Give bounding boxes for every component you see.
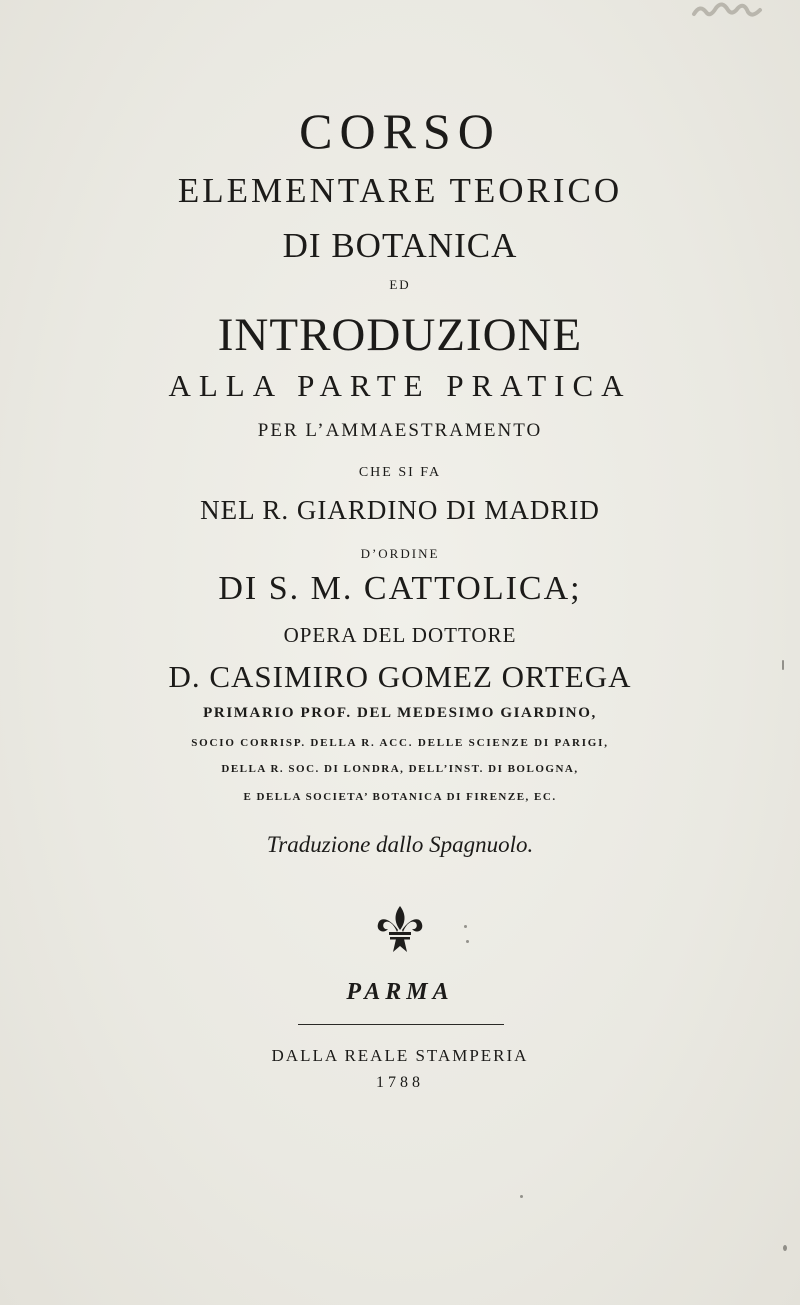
title-introduzione: INTRODUZIONE xyxy=(217,309,583,361)
author-credential-line: SOCIO CORRISP. DELLA R. ACC. DELLE SCIENZE DI PARIGI, xyxy=(191,737,609,749)
conjunction-ed: ED xyxy=(389,277,411,292)
foxing-speck xyxy=(782,660,784,670)
translation-note: Traduzione dallo Spagnuolo. xyxy=(266,832,534,857)
subtitle-d-ordine: D’ORDINE xyxy=(360,546,440,561)
subtitle-per-ammaestramento: PER L’AMMAESTRAMENTO xyxy=(257,420,543,441)
ink-blot-decoration xyxy=(674,0,794,22)
title-di-botanica: DI BOTANICA xyxy=(282,226,518,265)
subtitle-che-si-fa: CHE SI FA xyxy=(358,465,442,480)
imprint-rule xyxy=(298,1024,504,1025)
foxing-speck xyxy=(466,940,469,943)
opera-del-dottore: OPERA DEL DOTTORE xyxy=(283,623,517,647)
subtitle-di-sm-cattolica: DI S. M. CATTOLICA; xyxy=(218,570,582,607)
author-credential-line: PRIMARIO PROF. DEL MEDESIMO GIARDINO, xyxy=(203,705,597,721)
title-corso: CORSO xyxy=(299,103,501,159)
author-name: D. CASIMIRO GOMEZ ORTEGA xyxy=(168,659,632,694)
imprint-year: 1788 xyxy=(376,1074,424,1091)
imprint-printer: DALLA REALE STAMPERIA xyxy=(271,1046,529,1065)
title-elementare-teorico: ELEMENTARE TEORICO xyxy=(177,171,623,210)
title-alla-parte-pratica: ALLA PARTE PRATICA xyxy=(168,368,632,403)
foxing-speck xyxy=(464,925,467,928)
subtitle-nel-giardino: NEL R. GIARDINO DI MADRID xyxy=(200,495,600,525)
author-credential-line: E DELLA SOCIETA’ BOTANICA DI FIRENZE, EC. xyxy=(243,791,557,803)
author-credential-line: DELLA R. SOC. DI LONDRA, DELL’INST. DI BOLOGNA, xyxy=(221,763,579,775)
foxing-speck xyxy=(520,1195,523,1198)
foxing-speck xyxy=(783,1245,787,1251)
imprint-city: PARMA xyxy=(346,979,454,1005)
fleur-de-lis-icon xyxy=(370,904,430,956)
